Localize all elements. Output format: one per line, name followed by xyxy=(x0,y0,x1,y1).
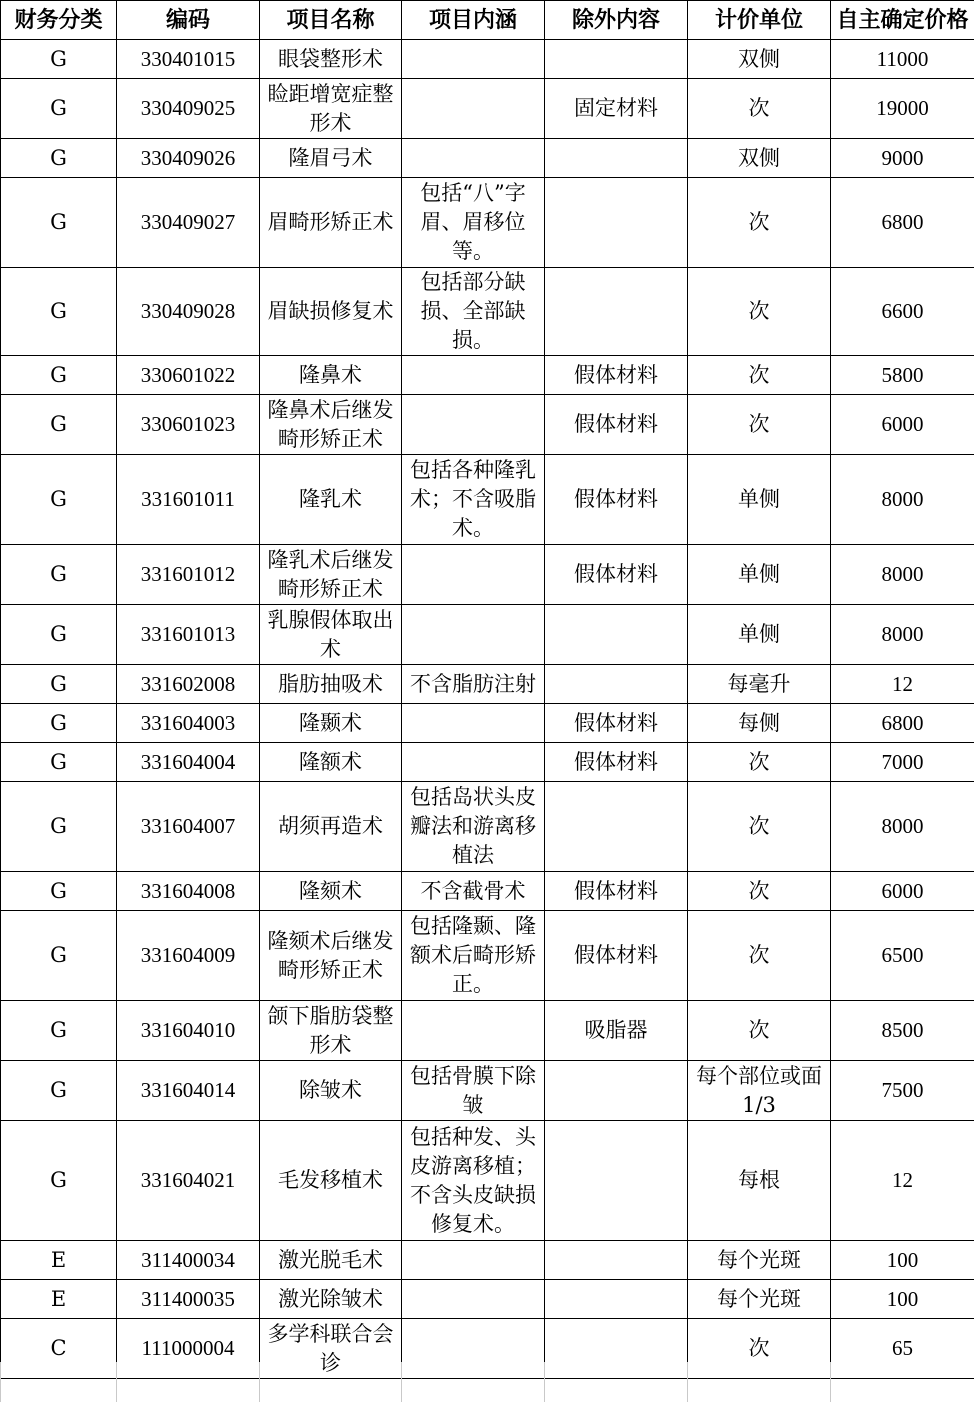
content-cell[interactable]: 包括隆颞、隆额术后畸形矫正。 xyxy=(402,911,545,1001)
price-cell[interactable]: 6800 xyxy=(831,704,974,743)
unit-cell[interactable]: 每侧 xyxy=(688,704,831,743)
header-cell[interactable]: 项目内涵 xyxy=(402,1,545,40)
content-cell[interactable] xyxy=(402,139,545,178)
content-cell[interactable]: 包括岛状头皮瓣法和游离移植法 xyxy=(402,782,545,872)
category-cell[interactable]: G xyxy=(1,743,117,782)
name-cell[interactable]: 隆颏术后继发畸形矫正术 xyxy=(260,911,402,1001)
content-cell[interactable]: 包括各种隆乳术；不含吸脂术。 xyxy=(402,455,545,545)
content-cell[interactable] xyxy=(402,1280,545,1319)
category-cell[interactable]: G xyxy=(1,605,117,665)
code-cell[interactable]: 330409025 xyxy=(117,79,260,139)
unit-cell[interactable]: 单侧 xyxy=(688,605,831,665)
price-cell[interactable]: 12 xyxy=(831,665,974,704)
price-cell[interactable]: 8000 xyxy=(831,545,974,605)
table-row xyxy=(1,545,974,605)
category-cell[interactable]: G xyxy=(1,178,117,268)
category-cell[interactable]: C xyxy=(1,1319,117,1379)
name-cell[interactable]: 激光除皱术 xyxy=(260,1280,402,1319)
exclusion-cell[interactable] xyxy=(545,605,688,665)
table-row xyxy=(1,665,974,704)
category-cell[interactable]: G xyxy=(1,872,117,911)
table-row xyxy=(1,1280,974,1319)
price-cell[interactable]: 19000 xyxy=(831,79,974,139)
table-row xyxy=(1,395,974,455)
category-cell[interactable]: G xyxy=(1,1061,117,1121)
code-cell[interactable]: 311400035 xyxy=(117,1280,260,1319)
exclusion-cell[interactable]: 假体材料 xyxy=(545,395,688,455)
exclusion-cell[interactable] xyxy=(545,268,688,356)
exclusion-cell[interactable]: 吸脂器 xyxy=(545,1001,688,1061)
unit-cell[interactable]: 次 xyxy=(688,1001,831,1061)
exclusion-cell[interactable]: 固定材料 xyxy=(545,79,688,139)
code-cell[interactable]: 330601023 xyxy=(117,395,260,455)
price-cell[interactable]: 5800 xyxy=(831,356,974,395)
content-cell[interactable]: 包括种发、头皮游离移植；不含头皮缺损修复术。 xyxy=(402,1121,545,1241)
table-row xyxy=(1,1061,974,1121)
table-row xyxy=(1,79,974,139)
name-cell[interactable]: 隆颞术 xyxy=(260,704,402,743)
code-cell[interactable]: 331601011 xyxy=(117,455,260,545)
code-cell[interactable]: 331604007 xyxy=(117,782,260,872)
unit-cell[interactable]: 次 xyxy=(688,79,831,139)
code-cell[interactable]: 331604009 xyxy=(117,911,260,1001)
exclusion-cell[interactable] xyxy=(545,1121,688,1241)
price-cell[interactable]: 65 xyxy=(831,1319,974,1379)
unit-cell[interactable]: 次 xyxy=(688,782,831,872)
grid-line xyxy=(116,1362,117,1402)
unit-cell[interactable]: 次 xyxy=(688,911,831,1001)
content-cell[interactable] xyxy=(402,40,545,79)
unit-cell[interactable]: 每根 xyxy=(688,1121,831,1241)
name-cell[interactable]: 隆乳术 xyxy=(260,455,402,545)
category-cell[interactable]: G xyxy=(1,911,117,1001)
name-cell[interactable]: 颌下脂肪袋整形术 xyxy=(260,1001,402,1061)
name-cell[interactable]: 多学科联合会诊 xyxy=(260,1319,402,1379)
unit-cell[interactable]: 次 xyxy=(688,872,831,911)
category-cell[interactable]: G xyxy=(1,1121,117,1241)
header-cell[interactable]: 计价单位 xyxy=(688,1,831,40)
price-cell[interactable]: 7000 xyxy=(831,743,974,782)
name-cell[interactable]: 毛发移植术 xyxy=(260,1121,402,1241)
category-cell[interactable]: E xyxy=(1,1241,117,1280)
exclusion-cell[interactable] xyxy=(545,178,688,268)
grid-line xyxy=(830,1362,831,1402)
table-row xyxy=(1,178,974,268)
table-row xyxy=(1,1241,974,1280)
table-row xyxy=(1,40,974,79)
price-cell[interactable]: 11000 xyxy=(831,40,974,79)
content-cell[interactable] xyxy=(402,605,545,665)
empty-grid-row xyxy=(0,1362,974,1402)
price-cell[interactable]: 9000 xyxy=(831,139,974,178)
price-cell[interactable]: 6600 xyxy=(831,268,974,356)
price-cell[interactable]: 8000 xyxy=(831,782,974,872)
table-row xyxy=(1,1121,974,1241)
table-row xyxy=(1,743,974,782)
name-cell[interactable]: 睑距增宽症整形术 xyxy=(260,79,402,139)
name-cell[interactable]: 隆眉弓术 xyxy=(260,139,402,178)
name-cell[interactable]: 脂肪抽吸术 xyxy=(260,665,402,704)
unit-cell[interactable]: 次 xyxy=(688,743,831,782)
table-row xyxy=(1,704,974,743)
category-cell[interactable]: G xyxy=(1,455,117,545)
table-row xyxy=(1,911,974,1001)
name-cell[interactable]: 除皱术 xyxy=(260,1061,402,1121)
table-row xyxy=(1,605,974,665)
exclusion-cell[interactable]: 假体材料 xyxy=(545,455,688,545)
table-row xyxy=(1,356,974,395)
category-cell[interactable]: G xyxy=(1,40,117,79)
header-cell[interactable]: 编码 xyxy=(117,1,260,40)
name-cell[interactable]: 眉缺损修复术 xyxy=(260,268,402,356)
exclusion-cell[interactable] xyxy=(545,139,688,178)
header-cell[interactable]: 项目名称 xyxy=(260,1,402,40)
exclusion-cell[interactable] xyxy=(545,1241,688,1280)
category-cell[interactable]: E xyxy=(1,1280,117,1319)
code-cell[interactable]: 331604014 xyxy=(117,1061,260,1121)
exclusion-cell[interactable]: 假体材料 xyxy=(545,911,688,1001)
table-row xyxy=(1,268,974,356)
price-cell[interactable]: 8000 xyxy=(831,455,974,545)
unit-cell[interactable]: 单侧 xyxy=(688,455,831,545)
price-cell[interactable]: 100 xyxy=(831,1241,974,1280)
category-cell[interactable]: G xyxy=(1,782,117,872)
exclusion-cell[interactable]: 假体材料 xyxy=(545,704,688,743)
price-cell[interactable]: 100 xyxy=(831,1280,974,1319)
code-cell[interactable]: 331604004 xyxy=(117,743,260,782)
unit-cell[interactable]: 次 xyxy=(688,395,831,455)
content-cell[interactable] xyxy=(402,395,545,455)
table-row xyxy=(1,1001,974,1061)
code-cell[interactable]: 330401015 xyxy=(117,40,260,79)
name-cell[interactable]: 隆鼻术 xyxy=(260,356,402,395)
content-cell[interactable]: 包括“八”字眉、眉移位等。 xyxy=(402,178,545,268)
code-cell[interactable]: 311400034 xyxy=(117,1241,260,1280)
name-cell[interactable]: 眉畸形矫正术 xyxy=(260,178,402,268)
price-cell[interactable]: 8000 xyxy=(831,605,974,665)
name-cell[interactable]: 隆乳术后继发畸形矫正术 xyxy=(260,545,402,605)
unit-cell[interactable]: 每个部位或面1/3 xyxy=(688,1061,831,1121)
code-cell[interactable]: 330409028 xyxy=(117,268,260,356)
category-cell[interactable]: G xyxy=(1,356,117,395)
category-cell[interactable]: G xyxy=(1,139,117,178)
code-cell[interactable]: 331604021 xyxy=(117,1121,260,1241)
price-cell[interactable]: 6000 xyxy=(831,872,974,911)
header-cell[interactable]: 自主确定价格 xyxy=(831,1,974,40)
content-cell[interactable] xyxy=(402,1001,545,1061)
unit-cell[interactable]: 每个光斑 xyxy=(688,1280,831,1319)
price-cell[interactable]: 7500 xyxy=(831,1061,974,1121)
category-cell[interactable]: G xyxy=(1,545,117,605)
category-cell[interactable]: G xyxy=(1,665,117,704)
grid-line xyxy=(544,1362,545,1402)
exclusion-cell[interactable]: 假体材料 xyxy=(545,872,688,911)
name-cell[interactable]: 隆额术 xyxy=(260,743,402,782)
content-cell[interactable] xyxy=(402,704,545,743)
name-cell[interactable]: 胡须再造术 xyxy=(260,782,402,872)
code-cell[interactable]: 111000004 xyxy=(117,1319,260,1379)
category-cell[interactable]: G xyxy=(1,395,117,455)
unit-cell[interactable]: 每个光斑 xyxy=(688,1241,831,1280)
category-cell[interactable]: G xyxy=(1,1001,117,1061)
content-cell[interactable] xyxy=(402,356,545,395)
name-cell[interactable]: 眼袋整形术 xyxy=(260,40,402,79)
name-cell[interactable]: 隆鼻术后继发畸形矫正术 xyxy=(260,395,402,455)
code-cell[interactable]: 331601012 xyxy=(117,545,260,605)
price-cell[interactable]: 6000 xyxy=(831,395,974,455)
price-cell[interactable]: 12 xyxy=(831,1121,974,1241)
exclusion-cell[interactable]: 假体材料 xyxy=(545,356,688,395)
category-cell[interactable]: G xyxy=(1,268,117,356)
unit-cell[interactable]: 次 xyxy=(688,178,831,268)
category-cell[interactable]: G xyxy=(1,79,117,139)
name-cell[interactable]: 隆颏术 xyxy=(260,872,402,911)
table-row xyxy=(1,872,974,911)
exclusion-cell[interactable]: 假体材料 xyxy=(545,545,688,605)
exclusion-cell[interactable]: 假体材料 xyxy=(545,743,688,782)
name-cell[interactable]: 乳腺假体取出术 xyxy=(260,605,402,665)
content-cell[interactable] xyxy=(402,1241,545,1280)
code-cell[interactable]: 330409027 xyxy=(117,178,260,268)
grid-line xyxy=(687,1362,688,1402)
table-row xyxy=(1,782,974,872)
category-cell[interactable]: G xyxy=(1,704,117,743)
grid-line xyxy=(259,1362,260,1402)
code-cell[interactable]: 330601022 xyxy=(117,356,260,395)
content-cell[interactable] xyxy=(402,545,545,605)
unit-cell[interactable]: 次 xyxy=(688,268,831,356)
unit-cell[interactable]: 次 xyxy=(688,1319,831,1379)
content-cell[interactable] xyxy=(402,79,545,139)
exclusion-cell[interactable] xyxy=(545,40,688,79)
unit-cell[interactable]: 双侧 xyxy=(688,40,831,79)
unit-cell[interactable]: 单侧 xyxy=(688,545,831,605)
header-cell[interactable]: 财务分类 xyxy=(1,1,117,40)
code-cell[interactable]: 331604008 xyxy=(117,872,260,911)
code-cell[interactable]: 331604010 xyxy=(117,1001,260,1061)
name-cell[interactable]: 激光脱毛术 xyxy=(260,1241,402,1280)
price-cell[interactable]: 6500 xyxy=(831,911,974,1001)
header-cell[interactable]: 除外内容 xyxy=(545,1,688,40)
header-row xyxy=(1,1,974,40)
unit-cell[interactable]: 双侧 xyxy=(688,139,831,178)
exclusion-cell[interactable] xyxy=(545,1061,688,1121)
grid-line xyxy=(401,1362,402,1402)
content-cell[interactable]: 包括部分缺损、全部缺损。 xyxy=(402,268,545,356)
exclusion-cell[interactable] xyxy=(545,782,688,872)
exclusion-cell[interactable] xyxy=(545,1280,688,1319)
unit-cell[interactable]: 次 xyxy=(688,356,831,395)
content-cell[interactable]: 包括骨膜下除皱 xyxy=(402,1061,545,1121)
code-cell[interactable]: 331604003 xyxy=(117,704,260,743)
unit-cell[interactable]: 每毫升 xyxy=(688,665,831,704)
table-row xyxy=(1,455,974,545)
content-cell[interactable]: 不含脂肪注射 xyxy=(402,665,545,704)
price-cell[interactable]: 8500 xyxy=(831,1001,974,1061)
exclusion-cell[interactable] xyxy=(545,665,688,704)
grid-line xyxy=(0,1362,1,1402)
price-cell[interactable]: 6800 xyxy=(831,178,974,268)
code-cell[interactable]: 331601013 xyxy=(117,605,260,665)
content-cell[interactable] xyxy=(402,743,545,782)
table-row xyxy=(1,139,974,178)
code-cell[interactable]: 331602008 xyxy=(117,665,260,704)
code-cell[interactable]: 330409026 xyxy=(117,139,260,178)
content-cell[interactable]: 不含截骨术 xyxy=(402,872,545,911)
